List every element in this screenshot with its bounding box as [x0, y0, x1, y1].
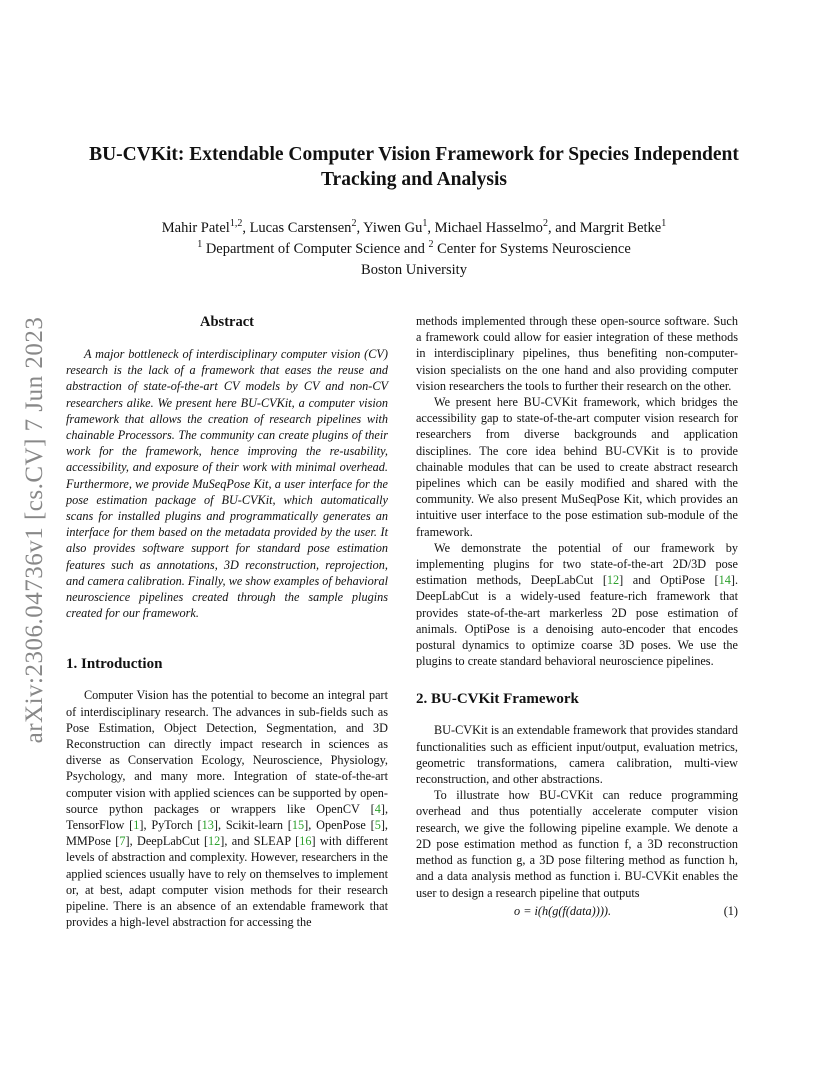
left-column	[66, 313, 388, 931]
citation-link[interactable]: 15	[291, 818, 305, 833]
affiliation-mark: 2	[428, 239, 434, 251]
equation-number: (1)	[723, 903, 738, 918]
section-heading-introduction: 1. Introduction	[66, 656, 163, 673]
section-heading-framework: 2. BU-CVKit Framework	[416, 691, 579, 708]
body-paragraph: We demonstrate the potential of our framework by implementing plugins for two state-of-the-art 2D/3D pose estimation methods, DeepLabCut [12] and OptiPose [14]. DeepLabCut is a widely-used feature-rich framework that provides state-of-the-art markerless 2D pose estimation of animals. OptiPose is a denoising auto-encoder that encodes postural dynamics to optimize coarse 3D poses. We use the plugins to create standard behavioral neuroscience pipelines.	[416, 540, 738, 669]
affiliation-mark: 1	[197, 239, 203, 251]
equation-body: o = i(h(g(f(data)))).	[514, 903, 612, 918]
citation-link[interactable]: 14	[718, 573, 731, 588]
affiliation-mark: 2	[351, 218, 357, 230]
body-paragraph: BU-CVKit is an extendable framework that provides standard functionalities such as efficient input/output, evaluation metrics, geometric transformations, camera calibration, multi-view reconstruction, and other abstractions.	[416, 723, 738, 787]
title-line-2: Tracking and Analysis	[320, 169, 508, 190]
citation-link[interactable]: 12	[208, 834, 221, 849]
citation-link[interactable]: 4	[374, 801, 381, 816]
author-name: , and Margrit Betke	[547, 220, 662, 236]
body-paragraph: We present here BU-CVKit framework, which bridges the accessibility gap to state-of-the-art computer vision research for researchers from diverse backgrounds and application disciplines. The core idea behind BU-CVKit is to provide chainable modules that can be used to create abstract research pipelines which can be easily modified and shared with the community. We also present MuSeqPose Kit, which provides an intuitive user interface to the pose estimation sub-module of the framework.	[416, 395, 738, 539]
citation-link[interactable]: 13	[201, 818, 214, 833]
right-column	[416, 313, 738, 923]
affiliation-mark: 2	[542, 218, 548, 230]
author-name: , Yiwen Gu	[356, 220, 423, 236]
body-paragraph: methods implemented through these open-source software. Such a framework could allow for easier integration of these methods in interdisciplinary pipelines, thus benefiting non-computer-vision specialists on the one hand and also providing computer vision researchers the tools to further their research on the other.	[416, 314, 738, 393]
citation-link[interactable]: 12	[606, 573, 620, 588]
university: Boston University	[361, 262, 467, 278]
title-line-1: BU-CVKit: Extendable Computer Vision Framework for Species Independent	[89, 144, 739, 165]
author-name: Mahir Patel	[161, 220, 230, 236]
intro-paragraph: Computer Vision has the potential to become an integral part of interdisciplinary research. The advances in sub-fields such as Pose Estimation, Object Detection, Segmentation, and 3D Reconstruction can directly impact research in sciences as diverse as Conservation Ecology, Neuroscience, Physiology, Psychology, and many more. Integration of state-of-the-art computer vision with applied sciences can be supported by open-source python packages or wrappers like OpenCV [4], TensorFlow [1], PyTorch [13], Scikit-learn [15], OpenPose [5], MMPose [7], DeepLabCut [12], and SLEAP [16] with different levels of abstraction and complexity. However, researchers in the applied sciences usually have to rely on themselves to implement or, at best, adapt computer vision methods for their research pipeline. There is an absence of an extendable framework that provides a high-level abstraction for accessing the	[66, 688, 388, 930]
affiliations	[60, 239, 768, 260]
arxiv-identifier: arXiv:2306.04736v1 [cs.CV] 7 Jun 2023	[21, 316, 48, 744]
abstract-heading: Abstract	[200, 314, 254, 330]
author-name: , Lucas Carstensen	[242, 220, 352, 236]
citation-link[interactable]: 16	[299, 834, 312, 849]
citation-link[interactable]: 7	[119, 834, 126, 849]
paper-title	[60, 142, 768, 192]
affiliation-mark: 1,2	[229, 218, 243, 230]
affiliation-mark: 1	[422, 218, 428, 230]
citation-link[interactable]: 5	[374, 818, 381, 833]
author-block	[60, 218, 768, 281]
equation-1	[416, 903, 738, 923]
author-list	[60, 218, 768, 239]
body-paragraph: To illustrate how BU-CVKit can reduce programming overhead and thus potentially accelerate computer vision research, we give the following pipeline example. We denote a 2D pose estimation method as function f, a 3D reconstruction method as function g, a 3D pose filtering method as function h, and a data analysis method as function i. BU-CVKit enables the user to design a research pipeline that outputs	[416, 788, 738, 900]
affiliation-text: Department of Computer Science and	[202, 241, 429, 257]
citation-link[interactable]: 1	[133, 818, 140, 833]
affiliation-mark: 1	[661, 218, 667, 230]
author-name: , Michael Hasselmo	[427, 220, 543, 236]
affiliation-text: Center for Systems Neuroscience	[433, 241, 631, 257]
abstract-text: A major bottleneck of interdisciplinary computer vision (CV) research is the lack of a framework that eases the reuse and abstraction of state-of-the-art CV models by CV and non-CV researchers alike. We present here BU-CVKit, a computer vision framework that allows the creation of research pipelines with chainable Processors. The community can create plugins of their work for the framework, hence improving the re-usability, accessibility, and exposure of their work with minimal overhead. Furthermore, we provide MuSeqPose Kit, a user interface for the pose estimation package of BU-CVKit, which automatically scans for installed plugins and programmatically generates an interface for them based on the metadata provided by the user. It also provides software support for standard pose estimation features such as annotations, 3D reconstruction, reprojection, and camera calibration. Finally, we show examples of behavioral neuroscience pipelines created through the sample plugins created for our framework.	[66, 347, 388, 621]
